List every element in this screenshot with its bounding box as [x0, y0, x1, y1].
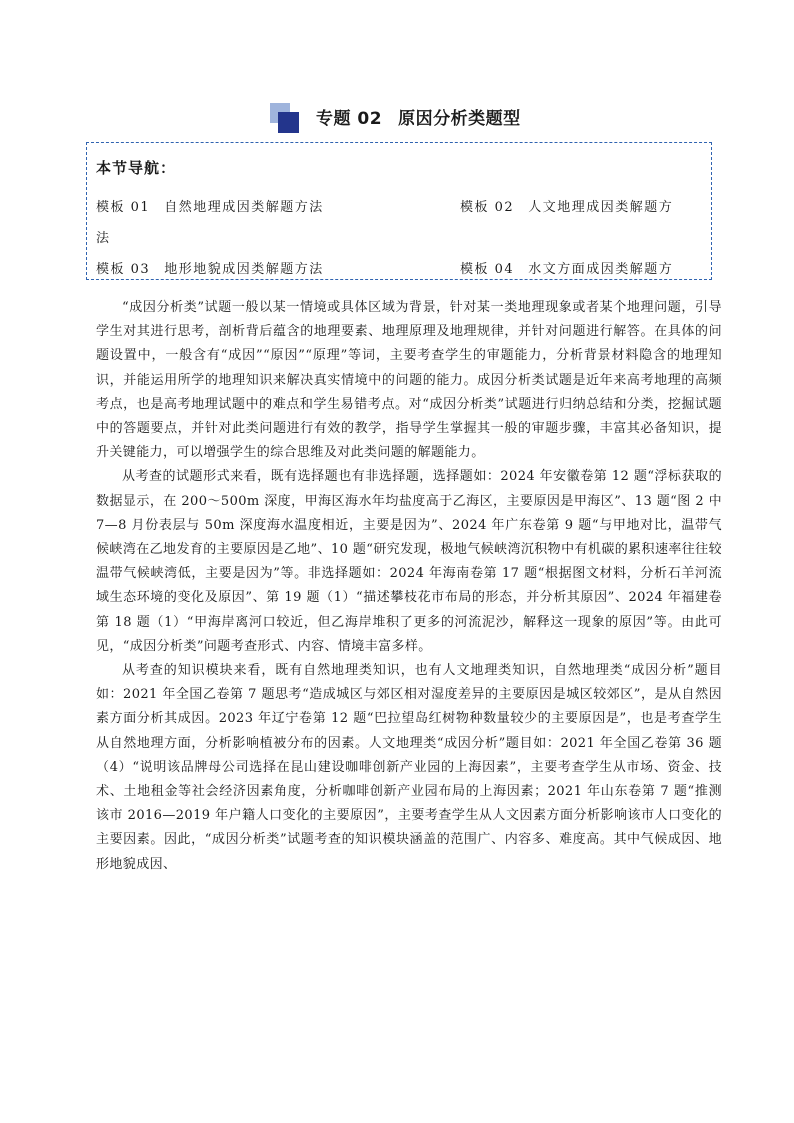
- nav-item-label: 人文地理成因类解题方: [528, 200, 674, 215]
- paragraph-intro: “成因分析类”试题一般以某一情境或具体区域为背景，针对某一类地理现象或者某个地理问题，引导学生对其进行思考，剖析背后蕴含的地理要素、地理原理及地理规律，并针对问题进行解答。在具体的问题设置中，一般含有“成因”“原因”“原理”等词，主要考查学生的审题能力，分析背景材料隐含的地理知识，并能运用所学的地理知识来解决真实情境中的问题的能力。成因分析类试题是近年来高考地理的高频考点，也是高考地理试题中的难点和学生易错考点。对“成因分析类”试题进行归纳总结和分类，挖掘试题中的答题要点，并针对此类问题进行有效的教学，指导学生掌握其一般的审题步骤，丰富其必备知识，提升关键能力，可以增强学生的综合思维及对此类问题的解题能力。: [96, 300, 722, 461]
- nav-item-template-01[interactable]: [96, 196, 324, 215]
- paragraph-question-forms: 从考查的试题形式来看，既有选择题也有非选择题，选择题如：2024 年安徽卷第 12 题“浮标获取的数据显示，在 200～500m 深度，甲海区海水年均盐度高于乙海区，主要原因是甲海区”、13 题“图 2 中 7—8 月份表层与 50m 深度海水温度相近，主要是因为”、2024 年广东卷第 9 题“与甲地对比，温带气候峡湾在乙地发育的主要原因是乙地”、10 题“研究发现，极地气候峡湾沉积物中有机碳的累积速率往往较温带气候峡湾低，主要是因为”等。非选择题如：2024 年海南卷第 17 题“根据图文材料，分析石羊河流域生态环境的变化及原因”、第 19 题（1）“描述攀枝花市布局的形态，并分析其原因”、2024 年福建卷第 18 题（1）“甲海岸离河口较近，但乙海岸堆积了更多的河流泥沙，解释这一现象的原因”等。由此可见，“成因分析类”问题考查形式、内容、情境丰富多样。: [96, 469, 722, 654]
- nav-heading: 本节导航：: [96, 159, 177, 177]
- nav-item-number: 模板 03: [96, 262, 151, 277]
- title-text: [316, 104, 521, 129]
- nav-item-template-02[interactable]: [460, 196, 673, 215]
- nav-item-template-02-wrap[interactable]: [96, 227, 111, 246]
- nav-item-template-04[interactable]: [460, 258, 673, 277]
- nav-item-label: 地形地貌成因类解题方法: [164, 262, 324, 277]
- square-bullet-icon: [270, 103, 300, 133]
- nav-item-label: 水文方面成因类解题方: [528, 262, 674, 277]
- square-front-shape: [278, 112, 299, 133]
- section-navigation-box: [86, 142, 712, 280]
- nav-item-number: 模板 04: [460, 262, 515, 277]
- title-label: 专题 02: [316, 109, 383, 129]
- nav-item-number: 模板 01: [96, 200, 151, 215]
- page-title: [0, 100, 794, 136]
- nav-item-template-03[interactable]: [96, 258, 324, 277]
- nav-item-label: 自然地理成因类解题方法: [164, 200, 324, 215]
- title-main: 原因分析类题型: [398, 109, 521, 129]
- nav-item-number: 模板 02: [460, 200, 515, 215]
- nav-item-label-wrap: 法: [96, 231, 111, 246]
- paragraph-knowledge-modules: 从考查的知识模块来看，既有自然地理类知识，也有人文地理类知识，自然地理类“成因分析”题目如：2021 年全国乙卷第 7 题思考“造成城区与郊区相对湿度差异的主要原因是城区较郊区”，是从自然因素方面分析其成因。2023 年辽宁卷第 12 题“巴拉望岛红树物种数量较少的主要原因是”，也是考查学生从自然地理方面，分析影响植被分布的因素。人文地理类“成因分析”题目如：2021 年全国乙卷第 36 题（4）“说明该品牌母公司选择在昆山建设咖啡创新产业园的上海因素”，主要考查学生从市场、资金、技术、土地租金等社会经济因素角度，分析咖啡创新产业园布局的上海因素；2021 年山东卷第 7 题“推测该市 2016—2019 年户籍人口变化的主要原因”，主要考查学生从人文因素方面分析影响该市人口变化的主要因素。因此，“成因分析类”试题考查的知识模块涵盖的范围广、内容多、难度高。其中气候成因、地形地貌成因、: [96, 663, 722, 872]
- body-text: [96, 296, 722, 877]
